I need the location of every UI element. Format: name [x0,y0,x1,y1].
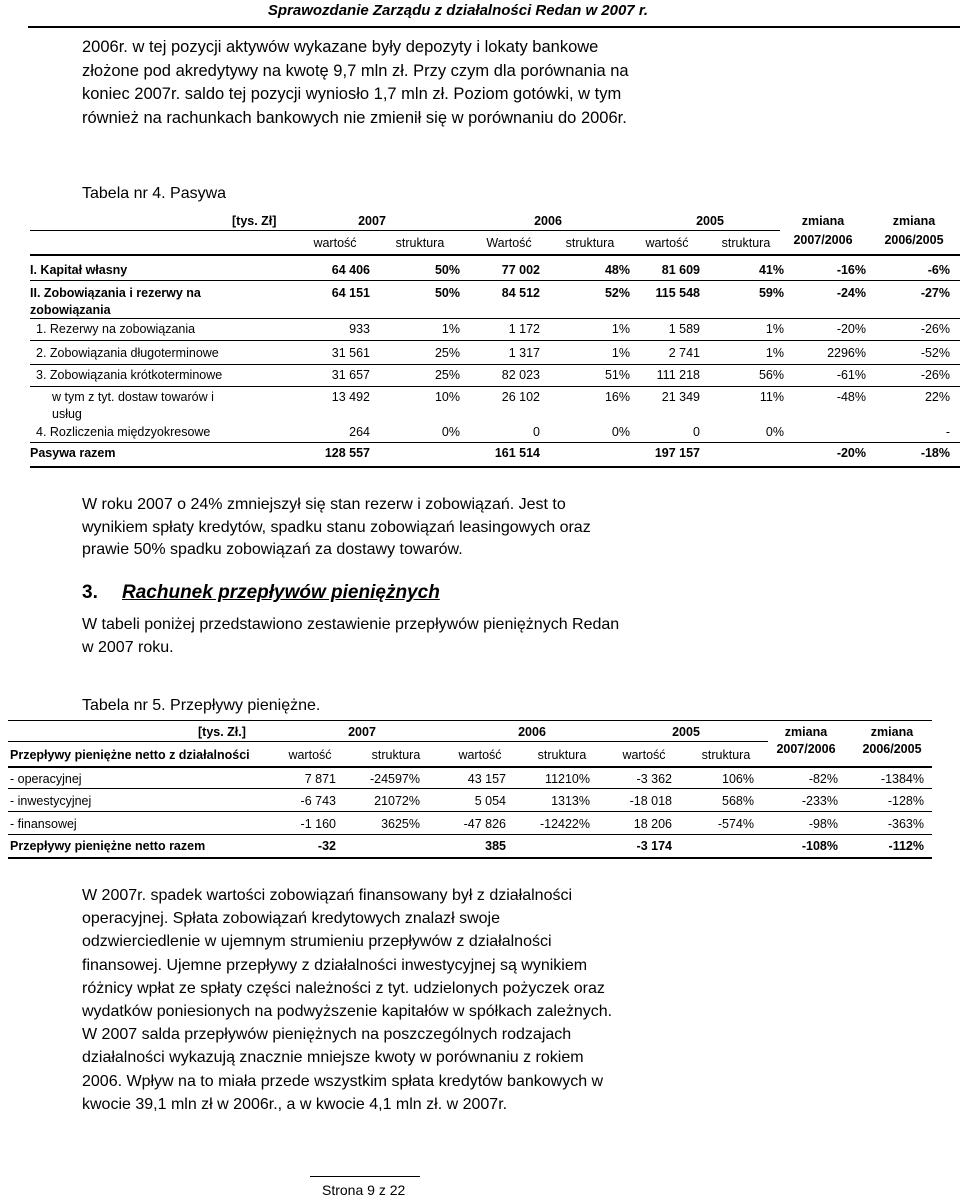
table-cell: 5 054 [474,794,506,808]
table-cell: -1 160 [300,817,336,831]
table-cell: - [945,425,950,439]
table-cell: 50% [434,286,460,300]
table-cell: 64 151 [331,286,370,300]
table-cell: 11% [759,390,784,404]
table-cell: 18 206 [633,817,672,831]
table-cell: 25% [434,368,460,382]
table-cell: -24% [836,286,866,300]
table-cell: -3 362 [636,772,672,786]
table-cell: 82 023 [501,368,540,382]
year-2005-header: 2005 [672,725,700,739]
section-title: Rachunek przepływów pieniężnych [122,582,440,603]
text-line: działalności wykazują znacznie mniejsze kwoty w porównaniu z rokiem [82,1049,584,1067]
table-cell: 21 349 [661,390,700,404]
table-cell: -48% [836,390,866,404]
table-cell: -26% [920,368,950,382]
table-rule [8,811,932,812]
row-label: - inwestycyjnej [10,794,92,808]
table-cell: 1313% [551,794,590,808]
table-cell: 41% [758,263,784,277]
table-cell: 51% [604,368,630,382]
table-cell: 43 157 [467,772,506,786]
text-line: W tabeli poniżej przedstawiono zestawienie przepływów pieniężnych Redan [82,616,620,633]
table-cell: 1% [765,322,784,336]
table-cell: 264 [349,425,370,439]
table-cell: 10% [434,390,460,404]
text-line: W roku 2007 o 24% zmniejszył się stan rezerw i zobowiązań. Jest to [82,496,566,513]
table-rule [8,788,932,789]
table-cell: 568% [722,794,754,808]
text-line: wydatków poniesionych na podwyższenie kapitałów w spółkach zależnych. [82,1003,613,1021]
table-cell: -12422% [539,817,590,831]
table-cell: -82% [808,772,838,786]
table-cell: 16% [604,390,630,404]
table4-caption: Tabela nr 4. Pasywa [82,185,227,202]
table-cell: -6% [927,263,950,277]
column-subheader: Wartość [486,236,532,250]
table-cell: -18 018 [629,794,672,808]
table-cell: -47 826 [463,817,506,831]
table-cell: 1% [611,322,630,336]
year-2007-header: 2007 [358,214,386,228]
row-label: I. Kapitał własny [30,263,128,277]
text-line: koniec 2007r. saldo tej pozycji wyniosło 1,7 mln zł. Poziom gotówki, w tym [82,85,622,103]
change-period-header: 2006/2005 [884,233,944,247]
table-cell: -20% [836,322,866,336]
change-period-header: 2007/2006 [793,233,853,247]
table-cell: 2296% [827,346,866,360]
table-cell: 22% [924,390,950,404]
table-cell: 106% [722,772,754,786]
table-cell: 81 609 [661,263,700,277]
year-2006-header: 2006 [518,725,546,739]
table-cell: 115 548 [655,286,700,300]
column-subheader: wartość [622,748,666,762]
text-line: w 2007 roku. [82,639,174,656]
year-2005-header: 2005 [696,214,724,228]
table-cell: 21072% [374,794,420,808]
row-label: 1. Rezerwy na zobowiązania [36,322,196,336]
table-cell: -52% [920,346,950,360]
row-label: - finansowej [10,817,77,831]
table-cell: -61% [836,368,866,382]
row-label: 3. Zobowiązania krótkoterminowe [36,368,223,382]
table-rule [8,834,932,835]
change-header: zmiana [892,214,936,228]
table-cell: -363% [887,817,924,831]
table-cell: -1384% [880,772,924,786]
table5-caption: Tabela nr 5. Przepływy pieniężne. [82,697,321,714]
table-cell: 59% [758,286,784,300]
text-line: różnicy wpłat ze spłaty części należności z tyt. udzielonych pożyczek oraz [82,979,605,997]
column-subheader: struktura [701,748,751,762]
year-2006-header: 2006 [534,214,562,228]
table-cell: -20% [836,446,866,460]
table5-unit: [tys. Zł.] [198,725,246,739]
text-line: prawie 50% spadku zobowiązań za dostawy towarów. [82,541,463,558]
row-label: zobowiązania [30,303,111,317]
table-cell: 52% [604,286,630,300]
table-cell: -6 743 [300,794,336,808]
document-title: Sprawozdanie Zarządu z działalności Redan w 2007 r. [267,2,648,19]
table-cell: 77 002 [501,263,540,277]
year-2007-header: 2007 [348,725,376,739]
table-cell: 1% [441,322,460,336]
table-cell: -18% [920,446,950,460]
table-cell: 64 406 [331,263,370,277]
table-cell: -98% [808,817,838,831]
table-cell: -233% [801,794,838,808]
footer-rule [310,1176,420,1177]
change-header: zmiana [870,725,914,739]
row-label: Przepływy pieniężne netto razem [10,839,206,853]
table-cell: 56% [758,368,784,382]
text-line: W 2007r. spadek wartości zobowiązań finansowany był z działalności [82,887,573,904]
table-cell: 0 [693,425,700,439]
table-rule [8,720,932,721]
cash-flow-comment [82,884,650,1116]
row-header: Przepływy pieniężne netto z działalności [10,748,250,762]
table-cell: -27% [920,286,950,300]
column-subheader: struktura [721,236,771,250]
table-cell: -108% [801,839,838,853]
table-cell: -24597% [369,772,420,786]
page-number: Strona 9 z 22 [322,1182,406,1198]
table-cell: 1% [765,346,784,360]
table-cell: 1 589 [668,322,700,336]
table-cell: 48% [604,263,630,277]
text-line: odzwierciedlenie w ujemnym strumieniu przepływów z działalności [82,933,552,951]
table4-unit: [tys. Zł] [232,214,277,228]
table-cell: 0% [441,425,460,439]
table-rule [8,766,932,768]
table-cell: 2 741 [668,346,700,360]
table-cell: 50% [434,263,460,277]
table-cell: 0% [611,425,630,439]
column-subheader: struktura [565,236,615,250]
change-header: zmiana [801,214,845,228]
change-period-header: 2007/2006 [776,742,836,756]
column-subheader: wartość [313,236,357,250]
table-cell: 3625% [381,817,420,831]
table-cell: 197 157 [654,446,700,460]
table-cell: 1 317 [508,346,540,360]
text-line: operacyjnej. Spłata zobowiązań kredytowych znalazł swoje [82,910,500,928]
table-cell: -574% [717,817,754,831]
table-cell: 1% [611,346,630,360]
change-header: zmiana [784,725,828,739]
table-cell: -112% [888,839,924,853]
text-line: 2006. Wpływ na to miała przede wszystkim spłata kredytów bankowych w [82,1072,604,1090]
table-cell: 128 557 [324,446,370,460]
table-cell: -32 [317,839,336,853]
table-rule [8,741,768,742]
text-line: również na rachunkach bankowych nie zmienił się w porównaniu do 2006r. [82,108,627,127]
table-cell: -128% [887,794,924,808]
table-cell: 31 657 [331,368,370,382]
table-cell: 26 102 [501,390,540,404]
column-subheader: struktura [537,748,587,762]
table-cell: -3 174 [636,839,672,853]
table-cell: 13 492 [331,390,370,404]
table-cell: 0% [765,425,784,439]
row-label: II. Zobowiązania i rezerwy na [30,286,201,300]
table-cell: 84 512 [501,286,540,300]
row-label: usług [52,407,82,421]
table-cell: 25% [434,346,460,360]
table-cell: -16% [836,263,866,277]
change-period-header: 2006/2005 [862,742,922,756]
table-cell: 11210% [545,772,590,786]
table-cell: -26% [920,322,950,336]
column-subheader: wartość [458,748,502,762]
table-cell: 161 514 [494,446,540,460]
column-subheader: struktura [395,236,445,250]
table-cell: 1 172 [508,322,540,336]
column-subheader: struktura [371,748,421,762]
table-cell: 933 [349,322,370,336]
table-cell: 31 561 [331,346,370,360]
text-line: wynikiem spłaty kredytów, spadku stanu zobowiązań leasingowych oraz [82,518,591,536]
text-line: złożone pod akredytywy na kwotę 9,7 mln zł. Przy czym dla porównania na [82,61,629,80]
row-label: Pasywa razem [30,446,116,460]
section-number: 3. [82,582,98,603]
table-cell: 111 218 [656,368,700,382]
table-cell: 385 [485,839,506,853]
text-line: kwocie 39,1 mln zł w 2006r., a w kwocie 4,1 mln zł. w 2007r. [82,1095,508,1113]
text-line: finansowej. Ujemne przepływy z działalności inwestycyjnej są wynikiem [82,956,588,974]
table-rule [8,857,932,859]
row-label: w tym z tyt. dostaw towarów i [52,390,214,404]
table-cell: 7 871 [304,772,336,786]
table-cell: 0 [533,425,540,439]
row-label: 2. Zobowiązania długoterminowe [36,346,219,360]
text-line: W 2007 salda przepływów pieniężnych na poszczególnych rodzajach [82,1026,572,1044]
column-subheader: wartość [288,748,332,762]
column-subheader: wartość [645,236,689,250]
text-line: 2006r. w tej pozycji aktywów wykazane były depozyty i lokaty bankowe [82,38,599,56]
row-label: - operacyjnej [10,772,82,786]
row-label: 4. Rozliczenia międzyokresowe [36,425,211,439]
